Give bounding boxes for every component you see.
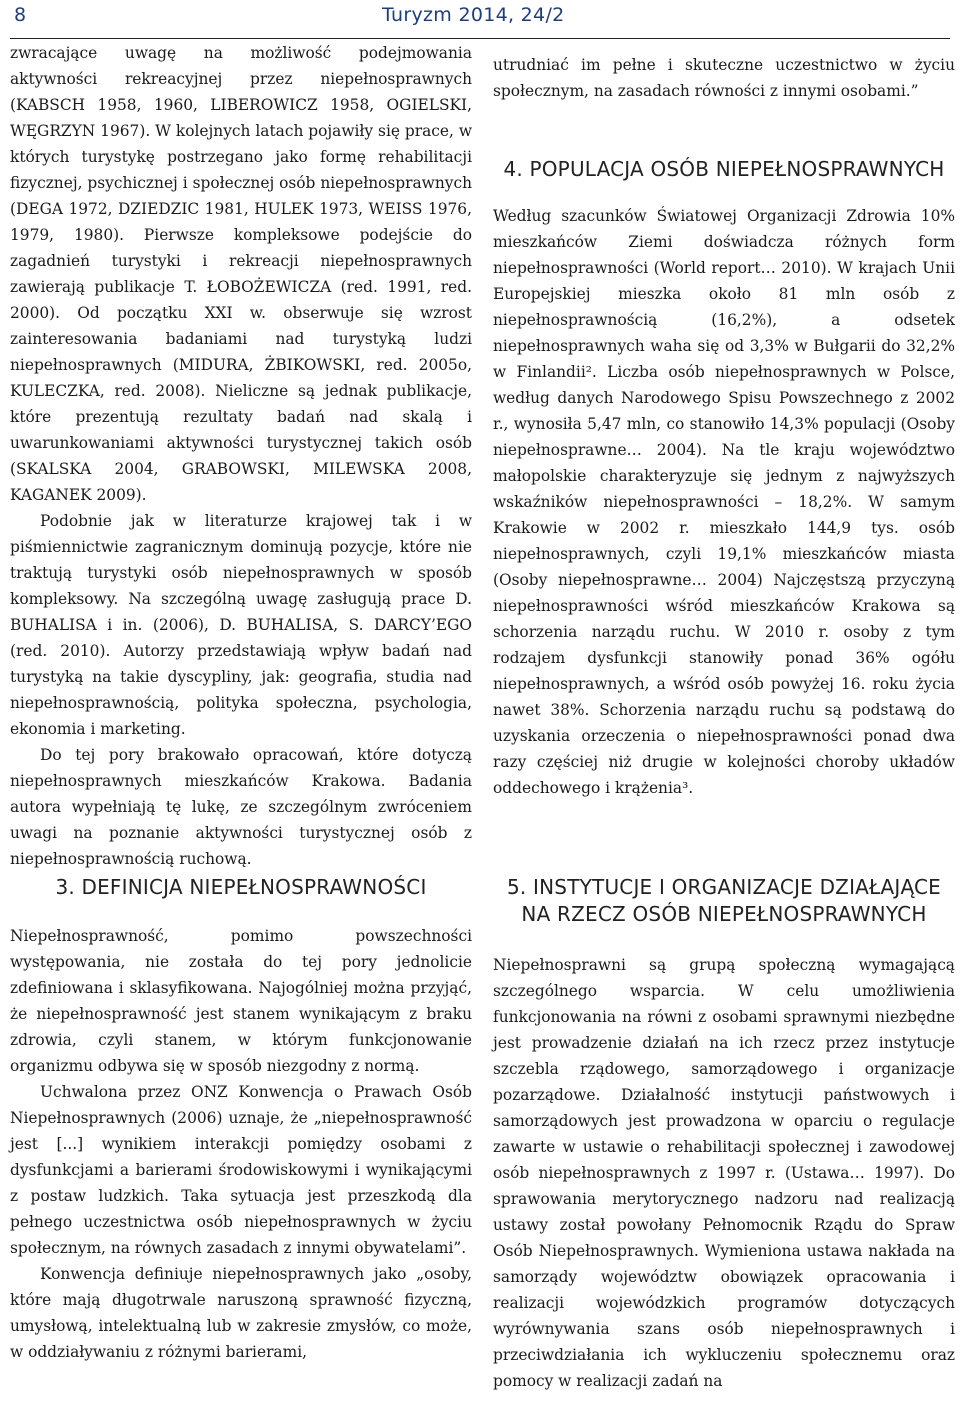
paragraph: Uchwalona przez ONZ Konwencja o Prawach Osób Niepełnosprawnych (2006) uznaje, że „niepełnosprawność jest [...] wynikiem interakcji pomiędzy osobami z dysfunkcjami a barierami środowiskowymi i wynikającymi z postaw ludzkich. Taka sytuacja jest przeszkodą dla pełnego uczestnictwa osób niepełnosprawnych w życiu społecznym, na równych zasadach z innymi obywatelami”. [10, 1083, 472, 1257]
left-column-top [10, 40, 472, 872]
paragraph: Konwencja definiuje niepełnosprawnych jako „osoby, które mają długotrwale naruszoną sprawność fizyczną, umysłową, intelektualną lub w zakresie zmysłów, co może, w oddziaływaniu z różnymi barierami, [10, 1265, 472, 1361]
right-column-bottom [493, 874, 955, 1394]
right-column-top [493, 52, 955, 801]
paragraph: Niepełnosprawni są grupą społeczną wymagającą szczególnego wsparcia. W celu umożliwienia funkcjonowania na równi z osobami sprawnymi niezbędne jest prowadzenie działań na ich rzecz przez instytucje szczebla rządowego, samorządowego i organizacje pozarządowe. Działalność instytucji państwowych i samorządowych jest prowadzona w oparciu o regulacje zawarte w ustawie o rehabilitacji społecznej i zawodowej osób niepełnosprawnych z 1997 r. (Ustawa… 1997). Do sprawowania merytorycznego nadzoru nad realizacją ustawy został powołany Pełnomocnik Rządu do Spraw Osób Niepełnosprawnych. Wymieniona ustawa nakłada na samorządy województw obowiązek opracowania i realizacji wojewódzkich programów dotyczących wyrównywania szans osób niepełnosprawnych i przeciwdziałania ich wykluczeniu społecznemu oraz pomocy w realizacji zadań na [493, 956, 955, 1390]
left-column-bottom [10, 874, 472, 1365]
page-header [10, 0, 950, 39]
paragraph: Według szacunków Światowej Organizacji Zdrowia 10% mieszkańców Ziemi doświadcza różnych form niepełnosprawności (World report… 2010). W krajach Unii Europejskiej mieszka około 81 mln osób z niepełnosprawnością (16,2%), a odsetek niepełnosprawnych waha się od 3,3% w Bułgarii do 32,2% w Finlandii². Liczba osób niepełnosprawnych w Polsce, według danych Narodowego Spisu Powszechnego z 2002 r., wynosiła 5,47 mln, co stanowiło 14,3% populacji (Osoby niepełnosprawne… 2004). Na tle kraju województwo małopolskie charakteryzuje się jednym z najwyższych wskaźników niepełnosprawności – 18,2%. W samym Krakowie w 2002 r. mieszkało 144,9 tys. osób niepełnosprawnych, czyli 19,1% mieszkańców miasta (Osoby niepełnosprawne… 2004) Najczęstszą przyczyną niepełnosprawności wśród mieszkańców Krakowa są schorzenia narządu ruchu. W 2010 r. osoby z tym rodzajem dysfunkcji stanowiły ponad 36% ogółu niepełnosprawnych, a wśród osób powyżej 16. roku życia nawet 38%. Schorzenia narządu ruchu są podstawą do uzyskania orzeczenia o niepełnosprawności ponad dwa razy częściej niż drugie w kolejności choroby układów oddechowego i krążenia³. [493, 207, 955, 797]
paragraph: Niepełnosprawność, pomimo powszechności występowania, nie została do tej pory jednolicie zdefiniowana i sklasyfikowana. Najogólniej można przyjąć, że niepełnosprawność jest stanem wynikającym z braku zdrowia, czyli stanem, w którym funkcjonowanie organizmu odbywa się w sposób niezgodny z normą. [10, 927, 472, 1075]
page-number: 8 [14, 4, 27, 26]
paragraph: Podobnie jak w literaturze krajowej tak i w piśmiennictwie zagranicznym dominują pozycje, które nie traktują turystyki osób niepełnosprawnych w sposób kompleksowy. Na szczególną uwagę zasługują prace D. BUHALISA i in. (2006), D. BUHALISA, S. DARCY’EGO (red. 2010). Autorzy przedstawiają wpływ badań nad turystyką na takie dyscypliny, jak: geografia, studia nad niepełnosprawnością, polityka społeczna, psychologia, ekonomia i marketing. [10, 512, 472, 738]
journal-title: Turyzm 2014, 24/2 [382, 4, 565, 26]
section-heading: 5. INSTYTUCJE I ORGANIZACJE DZIAŁAJĄCE NA RZECZ OSÓB NIEPEŁNOSPRAWNYCH [507, 875, 941, 926]
paragraph: zwracające uwagę na możliwość podejmowania aktywności rekreacyjnej przez niepełnosprawnych (KABSCH 1958, 1960, LIBEROWICZ 1958, OGIELSKI, WĘGRZYN 1967). W kolejnych latach pojawiły się prace, w których turystykę postrzegano jako formę rehabilitacji fizycznej, psychicznej i społecznej osób niepełnosprawnych (DEGA 1972, DZIEDZIC 1981, HULEK 1973, WEISS 1976, 1979, 1980). Pierwsze kompleksowe podejście do zagadnień turystyki i rekreacji niepełnosprawnych zawierają publikacje T. ŁOBOŻEWICZA (red. 1991, red. 2000). Od początku XXI w. obserwuje się wzrost zainteresowania badaniami nad turystyką ludzi niepełnosprawnych (MIDURA, ŻBIKOWSKI, red. 2005o, KULECZKA, red. 2008). Nieliczne są jednak publikacje, które prezentują rezultaty badań nad skalą i uwarunkowaniami aktywności turystycznej takich osób (SKALSKA 2004, GRABOWSKI, MILEWSKA 2008, KAGANEK 2009). [10, 44, 472, 504]
section-heading: 4. POPULACJA OSÓB NIEPEŁNOSPRAWNYCH [503, 157, 945, 181]
paragraph: utrudniać im pełne i skuteczne uczestnictwo w życiu społecznym, na zasadach równości z innymi osobami.” [493, 56, 955, 100]
section-heading: 3. DEFINICJA NIEPEŁNOSPRAWNOŚCI [55, 875, 427, 899]
paragraph: Do tej pory brakowało opracowań, które dotyczą niepełnosprawnych mieszkańców Krakowa. Badania autora wypełniają tę lukę, ze szczególnym zwróceniem uwagi na poznanie aktywności turystycznej osób z niepełnosprawnością ruchową. [10, 746, 472, 868]
